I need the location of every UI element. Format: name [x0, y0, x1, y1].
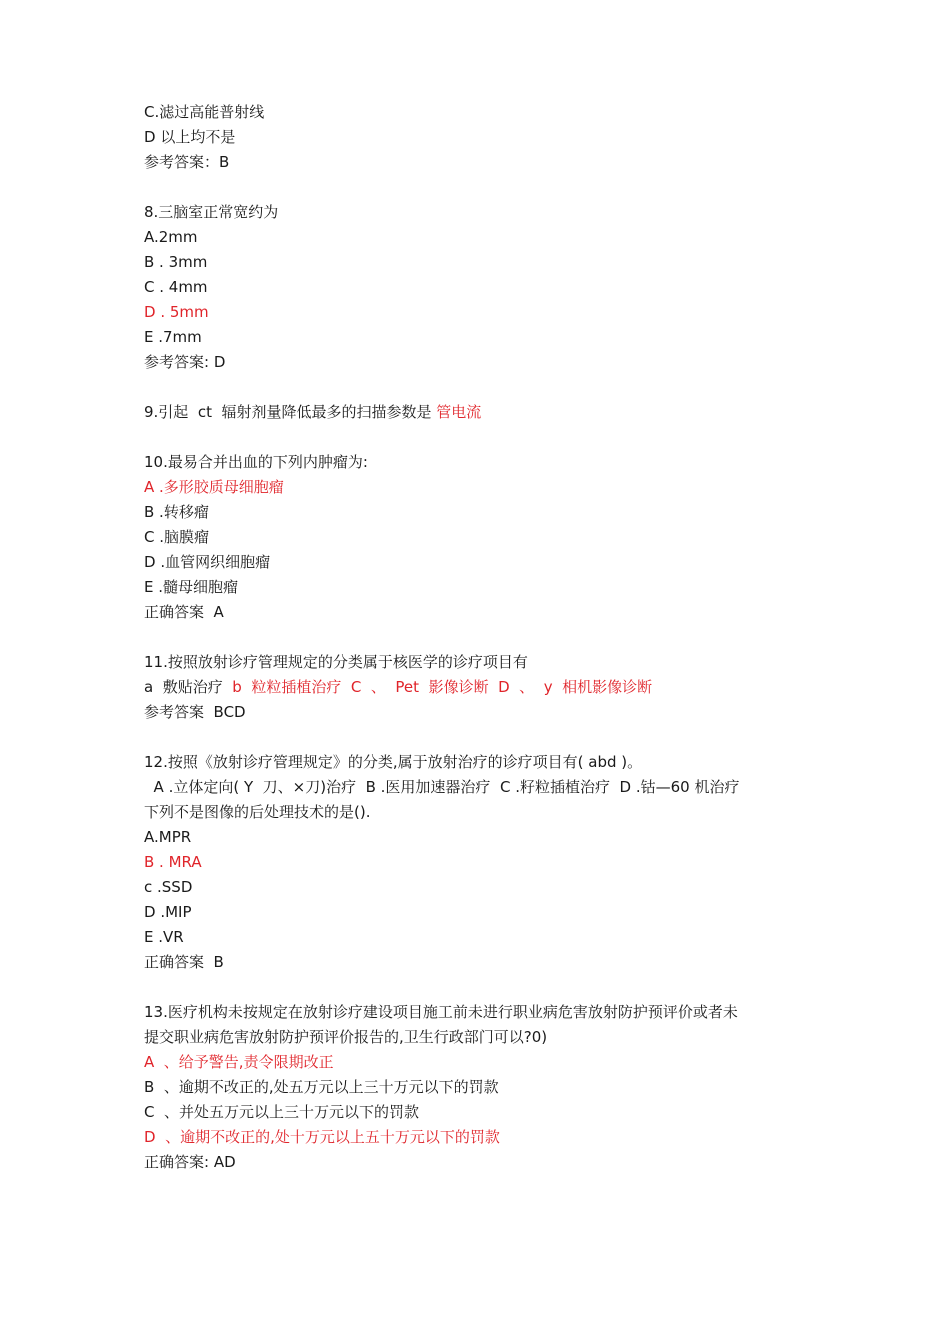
q13-question-line-2: 提交职业病危害放射防护预评价报告的,卫生行政部门可以?0)	[144, 1028, 548, 1046]
q12-question: 12.按照《放射诊疗管理规定》的分类,属于放射治疗的诊疗项目有( abd )。	[144, 753, 643, 771]
q13-option-a-correct: A 、给予警告,责令限期改正	[144, 1053, 334, 1071]
q8-option-c: C . 4mm	[144, 278, 208, 296]
q7-answer: 参考答案：B	[144, 153, 230, 171]
q8-question: 8.三脑室正常宽约为	[144, 203, 279, 221]
q13-option-d-correct: D 、逾期不改正的,处十万元以上五十万元以下的罚款	[144, 1128, 500, 1146]
q10-option-d: D .血管网织细胞瘤	[144, 553, 271, 571]
q13-question-line-1: 13.医疗机构未按规定在放射诊疗建设项目施工前未进行职业病危害放射防护预评价或者未	[144, 1003, 738, 1021]
q9-question-text: 9.引起 ct 辐射剂量降低最多的扫描参数是	[144, 403, 437, 421]
q8-option-a: A.2mm	[144, 228, 198, 246]
q13-answer: 正确答案: AD	[144, 1153, 236, 1171]
q13-option-b: B 、逾期不改正的,处五万元以上三十万元以下的罚款	[144, 1078, 499, 1096]
q9-question	[144, 400, 824, 425]
q8-option-d-correct: D . 5mm	[144, 303, 209, 321]
q12-options: A .立体定向( Y 刀、×刀)治疗 B .医用加速器治疗 C .籽粒插植治疗 D .钴—60 机治疗	[144, 778, 740, 796]
q11-question: 11.按照放射诊疗管理规定的分类属于核医学的诊疗项目有	[144, 653, 528, 671]
q11-option-a: a 敷贴治疗	[144, 678, 233, 696]
q11-answer: 参考答案 BCD	[144, 703, 246, 721]
q10-option-e: E .髓母细胞瘤	[144, 578, 239, 596]
q12-option-b-correct: B . MRA	[144, 853, 202, 871]
q11-options	[144, 675, 824, 700]
q12-answer: 正确答案 B	[144, 953, 224, 971]
q9-answer: 管电流	[436, 403, 482, 421]
q10-question: 10.最易合并出血的下列内肿瘤为:	[144, 453, 368, 471]
q12-sub-question: 下列不是图像的后处理技术的是().	[144, 803, 371, 821]
q10-option-b: B .转移瘤	[144, 503, 209, 521]
q12-option-e: E .VR	[144, 928, 184, 946]
q12-option-d: D .MIP	[144, 903, 192, 921]
q11-options-correct: b 粒粒插植治疗 C 、 Pet 影像诊断 D 、 y 相机影像诊断	[232, 678, 653, 696]
q8-answer: 参考答案: D	[144, 353, 226, 371]
q7-option-d: D 以上均不是	[144, 128, 236, 146]
q13-option-c: C 、并处五万元以上三十万元以下的罚款	[144, 1103, 420, 1121]
q10-option-c: C .脑膜瘤	[144, 528, 210, 546]
q10-answer: 正确答案 A	[144, 603, 224, 621]
q7-option-c: C.滤过高能普射线	[144, 103, 265, 121]
q8-option-b: B . 3mm	[144, 253, 208, 271]
q10-option-a-correct: A .多形胶质母细胞瘤	[144, 478, 284, 496]
q8-option-e: E .7mm	[144, 328, 202, 346]
q12-option-a: A.MPR	[144, 828, 192, 846]
q12-option-c: c .SSD	[144, 878, 193, 896]
document-page	[144, 100, 824, 1175]
